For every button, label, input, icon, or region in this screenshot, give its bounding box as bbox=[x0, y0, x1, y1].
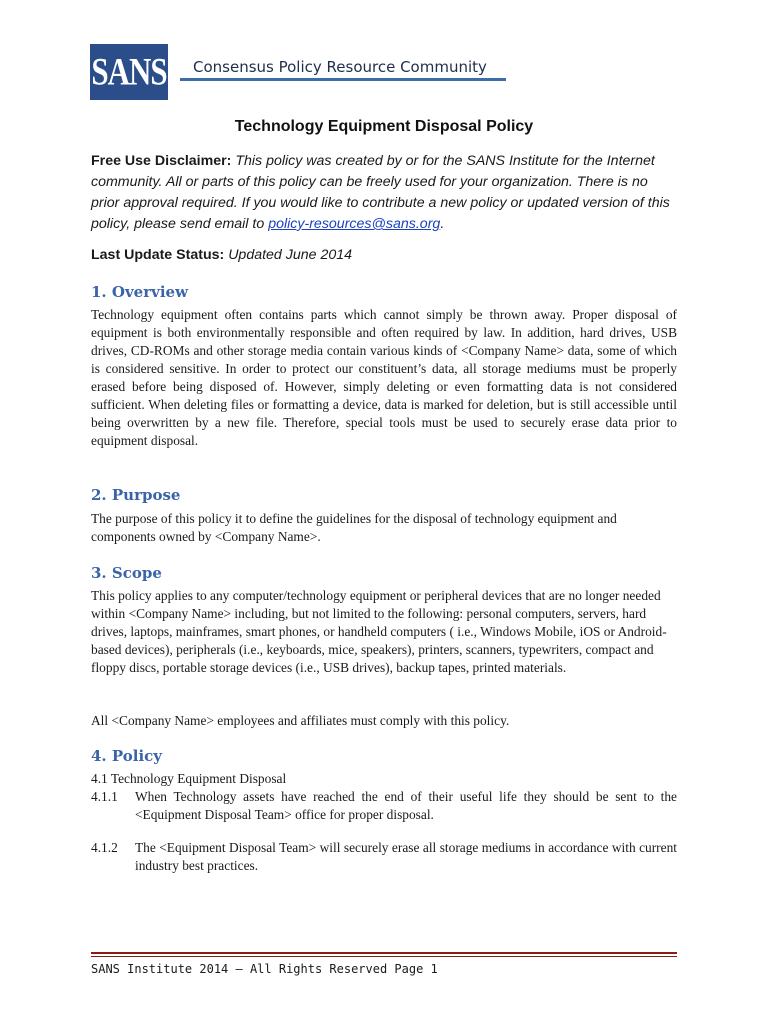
scope-text: This policy applies to any computer/technology equipment or peripheral devices that are no longer needed within <Company Name> including, but not limited to the following: personal computers, servers, hard drives, laptops, mainframes, smart phones, or handheld computers ( i.e., Windows Mobile, iOS or Android-based devices), peripherals (i.e., keyboards, mice, speakers), printers, scanners, typewriters, compact and floppy discs, portable storage devices (i.e., USB drives), backup tapes, printed materials. bbox=[91, 588, 667, 675]
status-label: Last Update Status: bbox=[91, 247, 225, 263]
page-footer: SANS Institute 2014 – All Rights Reserved Page 1 bbox=[91, 962, 438, 976]
disclaimer-end: . bbox=[440, 216, 445, 232]
policy-subheading: 4.1 Technology Equipment Disposal bbox=[91, 771, 287, 786]
overview-text: Technology equipment often contains parts which cannot simply be thrown away. Proper disposal of equipment is both environmentally responsible and often required by law. In addition, hard drives, USB drives, CD-ROMs and other storage media contain various kinds of <Company Name> data, some of which is considered sensitive. In order to protect our constituent’s data, all storage mediums must be properly erased before being disposed of. However, simply deleting or even formatting data is not considered sufficient. When deleting files or formatting a device, data is marked for deletion, but is still accessible until being overwritten by a new file. Therefore, special tools must be used to securely erase data prior to equipment disposal. bbox=[91, 307, 677, 448]
item-number: 4.1.2 bbox=[91, 840, 118, 855]
status-value: Updated June 2014 bbox=[228, 247, 353, 263]
item-text: The <Equipment Disposal Team> will securely erase all storage mediums in accordance with current industry best practices. bbox=[135, 840, 677, 873]
free-use-disclaimer bbox=[91, 151, 671, 235]
item-text: When Technology assets have reached the end of their useful life they should be sent to the <Equipment Disposal Team> office for proper disposal. bbox=[135, 789, 677, 822]
email-link[interactable]: policy-resources@sans.org bbox=[268, 216, 441, 232]
header-divider bbox=[180, 78, 506, 81]
item-number: 4.1.1 bbox=[91, 789, 118, 804]
community-title: Consensus Policy Resource Community bbox=[193, 58, 487, 76]
scope-text-2: All <Company Name> employees and affiliates must comply with this policy. bbox=[91, 713, 510, 728]
disclaimer-label: Free Use Disclaimer: bbox=[91, 153, 232, 169]
footer-divider bbox=[91, 952, 677, 954]
footer-divider-thin bbox=[91, 956, 677, 957]
last-update-status bbox=[91, 247, 352, 263]
purpose-text: The purpose of this policy it to define the guidelines for the disposal of technology equipment and components owned by <Company Name>. bbox=[91, 511, 617, 544]
policy-heading: 4. Policy bbox=[91, 747, 163, 765]
purpose-heading: 2. Purpose bbox=[91, 486, 181, 504]
overview-heading: 1. Overview bbox=[91, 283, 188, 301]
document-title: Technology Equipment Disposal Policy bbox=[234, 118, 534, 135]
disclaimer-text: This policy was created by or for the SANS Institute for the Internet community. All or parts of this policy can be freely used for your organization. There is no prior approval required. If you would like to contribute a new policy or updated version of this policy, please send email to bbox=[91, 153, 670, 232]
sans-logo: SANS bbox=[90, 44, 168, 100]
scope-heading: 3. Scope bbox=[91, 564, 162, 582]
